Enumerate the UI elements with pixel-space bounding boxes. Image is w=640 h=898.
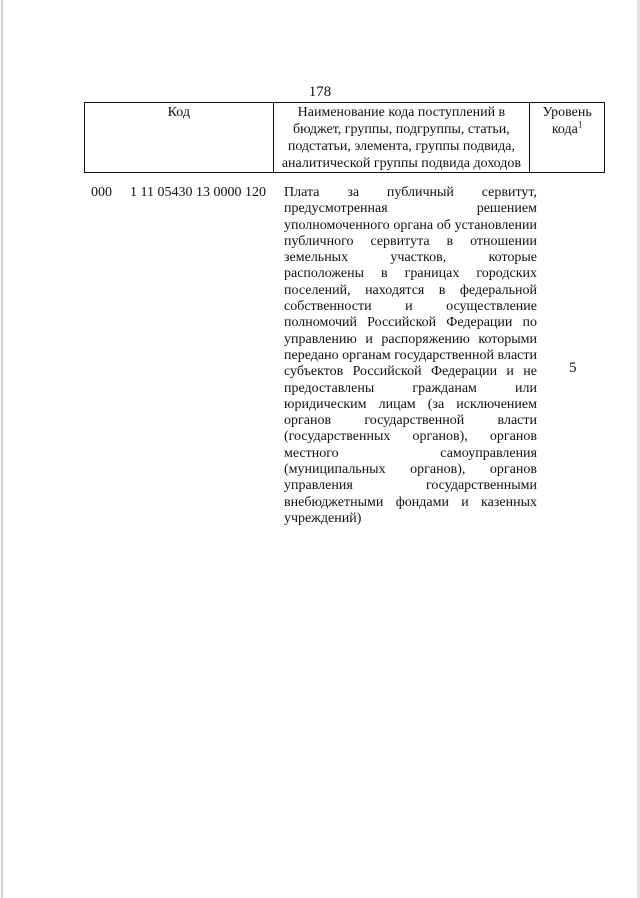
header-level-footnote-mark: 1 — [577, 119, 583, 130]
header-code — [85, 103, 274, 173]
table-header — [84, 102, 605, 173]
row-income-name: Плата за публичный сервитут, предусмотренная решением уполномоченного органа об установлении публичного сервитута в отношении земельных участков, которые расположены в границах городских поселений, находятся в федеральной собственности и осуществление полномочий Российской Федерации по управлению и распоряжению которыми передано органам государственной власти субъектов Российской Федерации и не предоставлены гражданам или юридическим лицам (за исключением органов государственной власти (государственных органов), органов местного самоуправления (муниципальных органов), органов управления государственными внебюджетными фондами и казенных учреждений) — [284, 185, 537, 526]
table-header-row — [85, 103, 605, 173]
row-admin-code: 000 — [91, 185, 112, 200]
header-code-label: Код — [167, 105, 191, 120]
row-code-level: 5 — [569, 360, 577, 376]
header-level-label: Уровень кода — [542, 105, 592, 137]
scan-edge-left — [1, 0, 3, 898]
page-number: 178 — [308, 84, 332, 100]
header-level — [530, 103, 605, 173]
header-name-label: Наименование кода поступлений в бюджет, группы, подгруппы, статьи, подстатьи, элемента, группы подвида, аналитической группы подвида доходов — [281, 105, 522, 171]
row-income-code: 1 11 05430 13 0000 120 — [130, 185, 266, 200]
header-name — [273, 103, 530, 173]
